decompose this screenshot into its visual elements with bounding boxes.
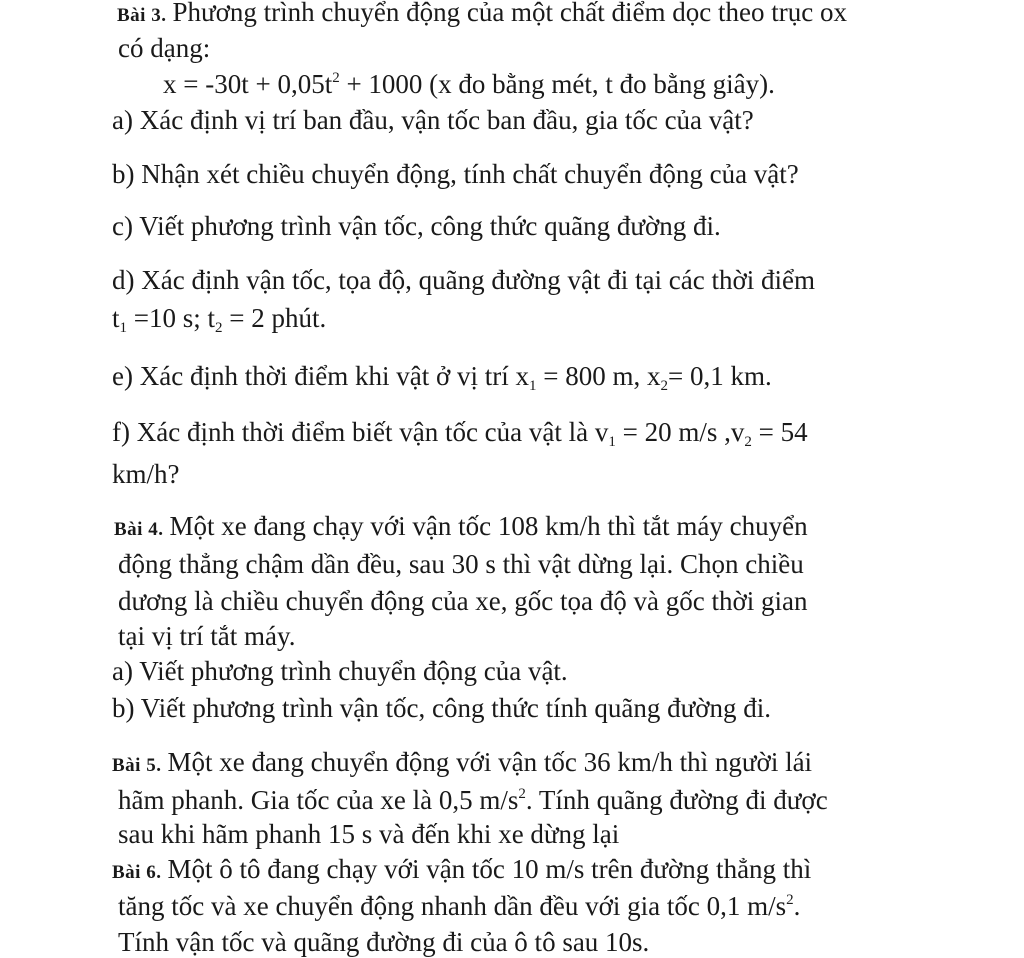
bai6-text1: Một ô tô đang chạy với vận tốc 10 m/s trên đường thẳng thì	[167, 854, 812, 884]
f-sub1: 1	[608, 434, 616, 450]
bai5-line1	[112, 746, 812, 782]
bai3-header: Bài 3.	[117, 5, 167, 26]
f-sub2: 2	[744, 434, 752, 450]
bai3-title-line2: có dạng:	[118, 33, 211, 63]
bai6-line2-pre: tăng tốc và xe chuyển động nhanh dần đều với gia tốc 0,1 m/s	[118, 891, 787, 921]
f-end: = 54	[751, 417, 808, 447]
f-pre: f) Xác định thời điểm biết vận tốc của vật là v	[112, 417, 609, 447]
d-end: = 2 phút.	[222, 303, 327, 333]
bai5-text1: Một xe đang chuyển động với vận tốc 36 km/h thì người lái	[167, 747, 813, 777]
bai4-text1: Một xe đang chạy với vận tốc 108 km/h thì tắt máy chuyển	[169, 511, 808, 541]
formula-exponent: 2	[332, 70, 340, 86]
d-mid: =10 s; t	[127, 303, 216, 333]
bai5-line2-post: . Tính quãng đường đi được	[525, 785, 828, 815]
bai3-question-b: b) Nhận xét chiều chuyển động, tính chất chuyển động của vật?	[112, 159, 799, 189]
formula-pre: x = -30t + 0,05t	[163, 69, 333, 99]
bai6-exponent: 2	[786, 892, 794, 908]
bai3-title-line1	[117, 0, 847, 32]
e-end: = 0,1 km.	[667, 361, 772, 391]
bai3-formula	[163, 68, 775, 100]
bai5-line3: sau khi hãm phanh 15 s và đến khi xe dừng lại	[118, 819, 620, 849]
bai4-question-a: a) Viết phương trình chuyển động của vật.	[112, 656, 568, 686]
bai6-header: Bài 6.	[112, 862, 162, 883]
bai3-question-a: a) Xác định vị trí ban đầu, vận tốc ban đầu, gia tốc của vật?	[112, 105, 754, 135]
bai6-line1	[112, 853, 811, 889]
e-sub2: 2	[660, 378, 668, 394]
e-pre: e) Xác định thời điểm khi vật ở vị trí x	[112, 361, 529, 391]
bai4-line2: động thẳng chậm dần đều, sau 30 s thì vật dừng lại. Chọn chiều	[118, 549, 804, 579]
bai4-header: Bài 4.	[114, 519, 164, 540]
e-mid: = 800 m, x	[536, 361, 661, 391]
e-sub1: 1	[528, 378, 537, 394]
bai4-line3: dương là chiều chuyển động của xe, gốc tọa độ và gốc thời gian	[118, 586, 808, 616]
bai3-question-c: c) Viết phương trình vận tốc, công thức quãng đường đi.	[112, 211, 721, 241]
bai5-exponent: 2	[518, 786, 526, 802]
bai3-question-f-line1	[112, 416, 808, 448]
bai3-title-text: Phương trình chuyển động của một chất điểm dọc theo trục ox	[172, 0, 847, 27]
formula-post: + 1000 (x đo bằng mét, t đo bằng giây).	[339, 69, 775, 99]
bai3-question-f-line2: km/h?	[112, 459, 180, 489]
bai5-line2	[118, 784, 828, 816]
bai3-question-d-line2	[112, 302, 326, 334]
bai5-line2-pre: hãm phanh. Gia tốc của xe là 0,5 m/s	[118, 785, 519, 815]
bai4-question-b: b) Viết phương trình vận tốc, công thức tính quãng đường đi.	[112, 693, 771, 723]
bai6-line2-post: .	[793, 891, 801, 921]
d-sub2: 2	[215, 320, 223, 336]
d-sub1: 1	[119, 320, 128, 336]
bai4-line1	[114, 510, 808, 546]
bai3-question-e	[112, 360, 772, 392]
bai4-line4: tại vị trí tắt máy.	[118, 621, 296, 651]
bai6-line3: Tính vận tốc và quãng đường đi của ô tô sau 10s.	[118, 927, 650, 957]
d-t-var: t	[112, 303, 120, 333]
bai6-line2	[118, 890, 800, 922]
bai3-question-d-line1: d) Xác định vận tốc, tọa độ, quãng đường vật đi tại các thời điểm	[112, 265, 816, 295]
bai5-header: Bài 5.	[112, 755, 162, 776]
f-mid: = 20 m/s ,v	[615, 417, 745, 447]
